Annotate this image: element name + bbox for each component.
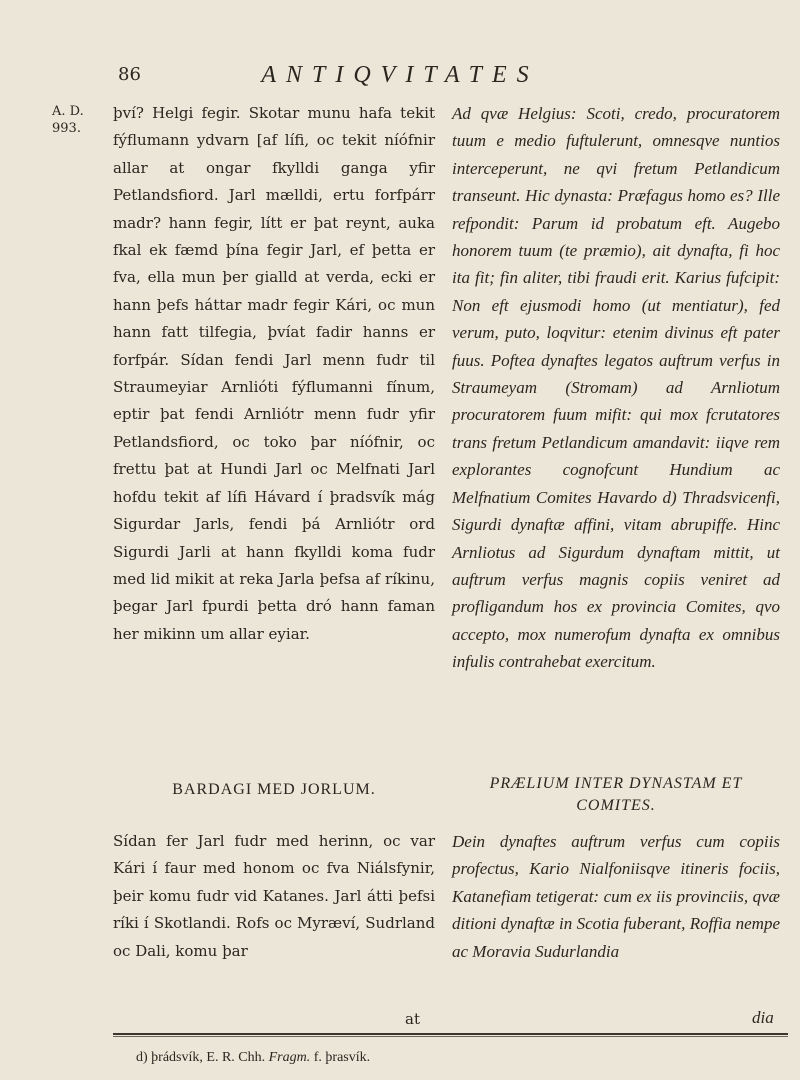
right-column-lower [452,828,780,965]
footnote-italic: Fragm. [268,1050,311,1065]
right-paragraph-1: Ad qvæ Helgius: Scoti, credo, procuratorem tuum e medio fuftulerunt, omnesqve nuntios interceperunt, ne qvi fretum Petlandicum transeunt. Hic dynasta: Præfagus homo es? Ille refpondit: Parum id probatum eft. Augebo honorem tuum (te præmio), ait dynafta, fi hoc ita fit; fin aliter, tibi fraudi erit. Karius fufcipit: Non eft ejusmodi homo (ut mentiatur), fed verum, puto, loqvitur: etenim divinus eft pater fuus. Poftea dynaftes legatos auftrum verfus in Straumeyam (Stromam) ad Arnliotum procuratorem fuum mifit: qui mox fcrutatores trans fretum Petlandicum amandavit: iiqve rem explorantes cognofcunt Hundium ac Melfnatium Comites Havardo d) Thradsvicenfi, Sigurdi dynaftæ affini, vitam abrupiffe. Hinc Arnliotus ad Sigurdum dynaftam mittit, ut auftrum verfus magnis copiis veniret ad profligandum hos ex provincia Comites, qvo accepto, mox numerofum dynafta ex omnibus infulis contrahebat exercitum. [452,104,780,672]
right-catchword: dia [752,1008,774,1027]
footnote-marker: d) [136,1050,148,1065]
footnote-rule [113,1033,788,1035]
right-column-upper [452,100,780,676]
right-paragraph-2: Dein dynaftes auftrum verfus cum copiis profectus, Kario Nialfoniisqve itineris fociis, Katanefiam tetigerat: cum ex iis provinciis, qvæ ditioni dynaftæ in Scotia fuberant, Roffia nempe ac Moravia Sudurlandia [452,832,780,961]
page-number: 86 [118,64,141,85]
left-section-heading: BARDAGI MED JORLUM. [172,781,376,798]
footnote-after: f. þrasvík. [313,1050,371,1065]
footnote-rule-thin [113,1036,788,1037]
left-paragraph-1: því? Helgi fegir. Skotar munu hafa tekit fýflumann ydvarn [af lífi, oc tekit níófnir allar at ongar fkylldi ganga yfir Petlandsfiord. Jarl mælldi, ertu forfpárr madr? hann fegir, lítt er þat reynt, auka fkal ek fæmd þína fegir Jarl, ef þetta er fva, ella mun þer gialld at verda, ecki er hann þefs háttar madr fegir Kári, oc mun hann fatt tilfegia, þvíat fadir hanns er forfpár. Sídan fendi Jarl menn fudr til Straumeyiar Arnlióti fýflumanni fínum, eptir þat fendi Arnliótr menn fudr yfir Petlandsfiord, oc toko þar níófnir, oc frettu þat at Hundi Jarl oc Melfnati Jarl hofdu tekit af lífi Hávard í þradsvík mág Sigurdar Jarls, fendi þá Arnliótr ord Sigurdi Jarli at hann fkylldi koma fudr med lid mikit at reka Jarla þefsa af ríkinu, þegar Jarl fpurdi þetta dró hann faman her mikinn um allar eyiar. [113,104,435,643]
left-paragraph-2: Sídan fer Jarl fudr med herinn, oc var Kári í faur med honom oc fva Niálsfynir, þeir komu fudr vid Katanes. Jarl átti þefsi ríki í Skotlandi. Rofs oc Myræví, Sudrland oc Dali, komu þar [113,832,435,960]
footnote-text: þrádsvík, E. R. Chh. [151,1050,266,1065]
margin-note-year: A. D. 993. [52,104,84,136]
page-header [0,64,800,94]
left-column-upper [113,100,435,648]
left-catchword: at [405,1010,420,1028]
right-section-heading: PRÆLIUM INTER DYNASTAM ET COMITES. [489,775,743,814]
footnote [136,1050,370,1066]
left-column-lower [113,828,435,965]
running-title: ANTIQVITATES [261,62,539,88]
